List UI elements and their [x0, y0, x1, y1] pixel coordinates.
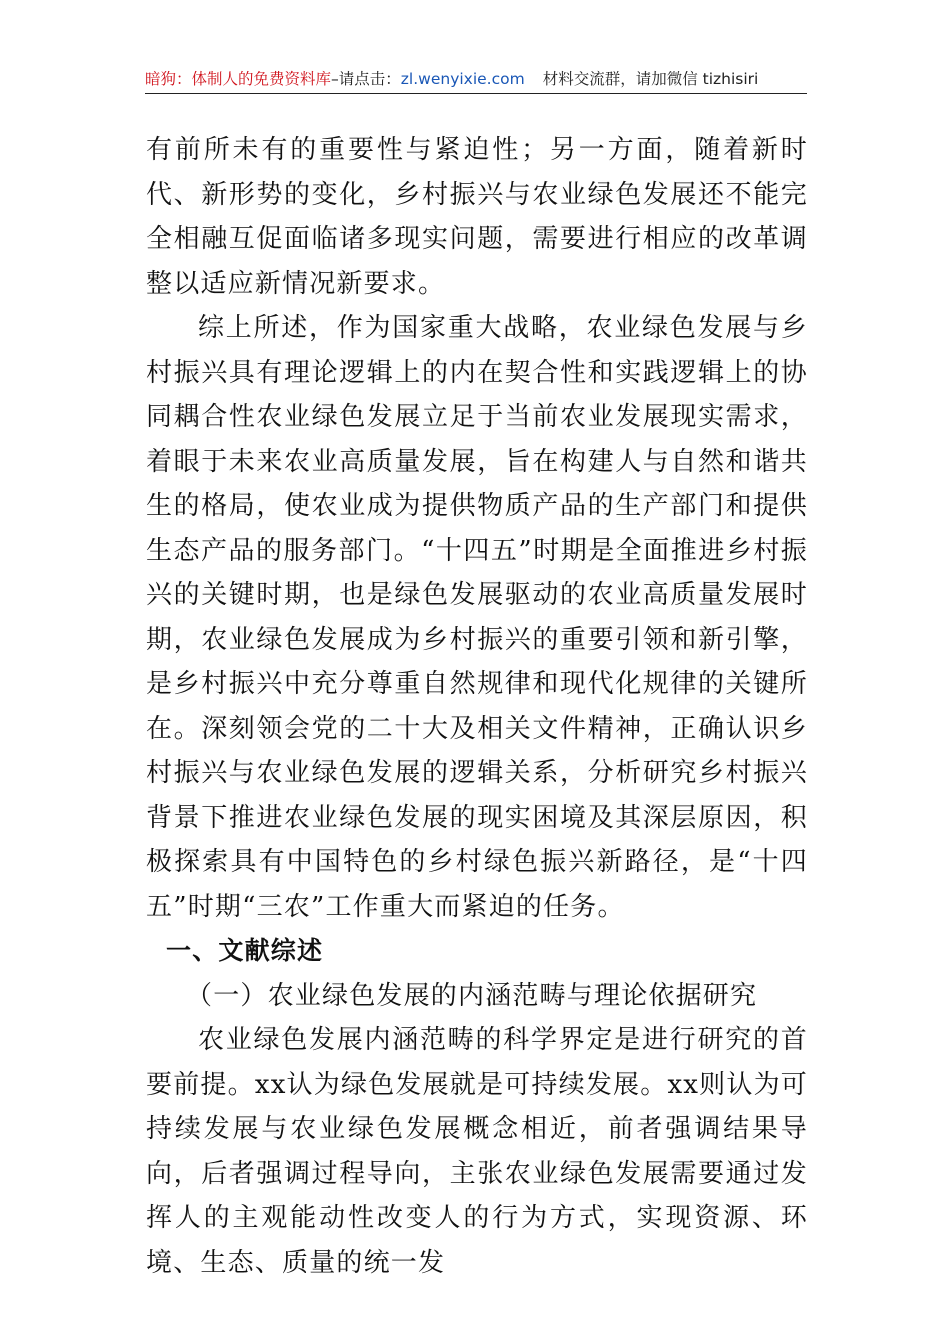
header-url-link[interactable]: zl.wenyixie.com [400, 70, 525, 88]
header-contact: 材料交流群，请加微信 tizhisiri [542, 70, 759, 88]
document-body [146, 128, 808, 1285]
paragraph-continuation: 有前所未有的重要性与紧迫性；另一方面，随着新时代、新形势的变化，乡村振兴与农业绿色发展还不能完全相融互促面临诸多现实问题，需要进行相应的改革调整以适应新情况新要求。 [146, 135, 808, 299]
section-heading: 一、文献综述 [166, 936, 324, 965]
header-brand: 暗狗：体制人的免费资料库 [145, 70, 332, 88]
paragraph-summary: 综上所述，作为国家重大战略，农业绿色发展与乡村振兴具有理论逻辑上的内在契合性和实践逻辑上的协同耦合性农业绿色发展立足于当前农业发展现实需求，着眼于未来农业高质量发展，旨在构建人与自然和谐共生的格局，使农业成为提供物质产品的生产部门和提供生态产品的服务部门。“十四五”时期是全面推进乡村振兴的关键时期，也是绿色发展驱动的农业高质量发展时期，农业绿色发展成为乡村振兴的重要引领和新引擎，是乡村振兴中充分尊重自然规律和现代化规律的关键所在。深刻领会党的二十大及相关文件精神，正确认识乡村振兴与农业绿色发展的逻辑关系，分析研究乡村振兴背景下推进农业绿色发展的现实困境及其深层原因，积极探索具有中国特色的乡村绿色振兴新路径，是“十四五”时期“三农”工作重大而紧迫的任务。 [146, 313, 808, 922]
subsection-heading: （一）农业绿色发展的内涵范畴与理论依据研究 [186, 980, 758, 1011]
page-header [145, 68, 807, 94]
paragraph-literature: 农业绿色发展内涵范畴的科学界定是进行研究的首要前提。xx认为绿色发展就是可持续发展。xx则认为可持续发展与农业绿色发展概念相近，前者强调结果导向，后者强调过程导向，主张农业绿色发展需要通过发挥人的主观能动性改变人的行为方式，实现资源、环境、生态、质量的统一发 [146, 1025, 808, 1278]
header-prompt: –请点击： [331, 70, 401, 88]
